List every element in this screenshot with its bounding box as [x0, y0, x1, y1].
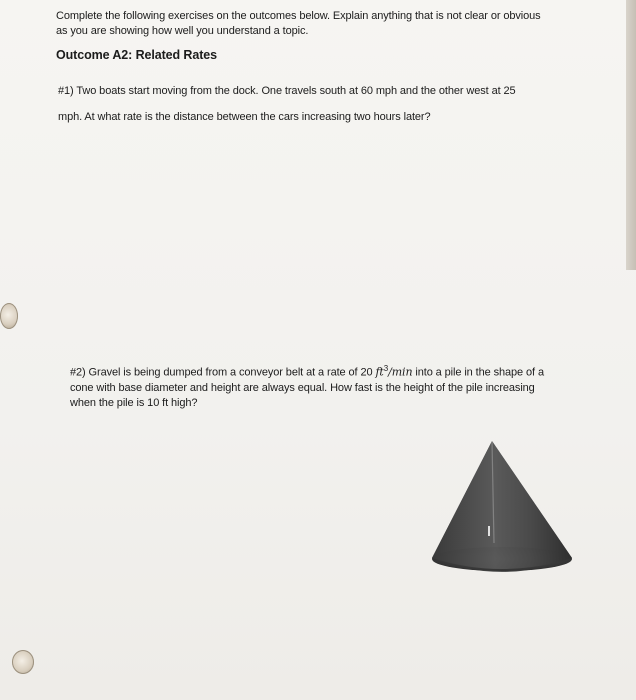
problem-2-tail: into a pile in the shape of a cone with base diameter and height are always equal. How fast is the height of the pile increasing when the pile is 10 ft high? — [70, 366, 544, 409]
binder-hole-icon — [12, 650, 34, 674]
page-edge — [626, 0, 636, 270]
rate-unit: ft — [375, 365, 384, 379]
outcome-title: Outcome A2: Related Rates — [56, 48, 217, 62]
instructions-line: Complete the following exercises on the outcomes below. Explain anything that is not clear or obvious — [56, 10, 541, 22]
problem-1-line: mph. At what rate is the distance between the cars increasing two hours later? — [58, 111, 431, 123]
rate-per: /min — [388, 365, 413, 379]
instructions-line: as you are showing how well you understand a topic. — [56, 25, 309, 37]
rate-exponent: 3 — [383, 364, 389, 373]
binder-hole-icon — [0, 303, 18, 329]
problem-1-line: #1) Two boats start moving from the dock. One travels south at 60 mph and the other west at 25 — [58, 85, 516, 97]
problem-2-lead: #2) Gravel is being dumped from a conveyor belt at a rate of 20 — [70, 366, 376, 379]
cone-icon — [430, 438, 575, 578]
problem-2-text — [70, 361, 560, 411]
